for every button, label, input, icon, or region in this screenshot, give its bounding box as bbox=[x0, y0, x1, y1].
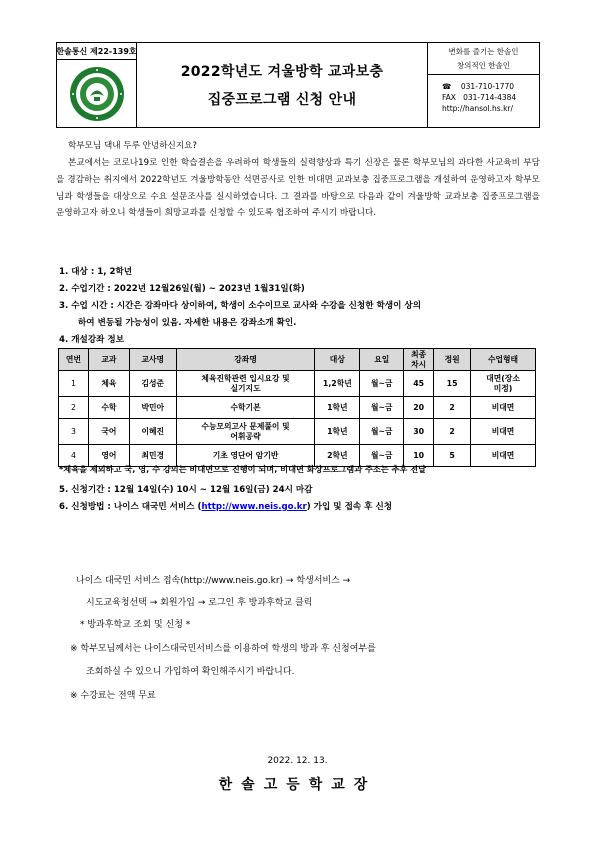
table-cell: 2 bbox=[59, 397, 89, 419]
letterhead-left bbox=[57, 43, 137, 127]
fax-number: 031-714-4384 bbox=[463, 93, 517, 102]
motto-line-1: 변화를 즐기는 한솔인 bbox=[448, 47, 519, 56]
item-period: 2. 수업기간 : 2022년 12월26일(월) ~ 2023년 1월31일(화) bbox=[59, 284, 305, 294]
column-header-label: 정원 bbox=[444, 354, 460, 364]
table-cell: 이혜진 bbox=[129, 419, 176, 445]
table-cell: 1학년 bbox=[315, 419, 360, 445]
table-cell: 4 bbox=[59, 445, 89, 467]
table-cell: 월~금 bbox=[360, 445, 404, 467]
table-cell: 수학 bbox=[88, 397, 129, 419]
guide-line-1: 나이스 대국민 서비스 접속(http://www.neis.go.kr) → 학생서비스 → bbox=[76, 576, 351, 586]
table-header-row bbox=[59, 349, 536, 371]
table-cell: 2학년 bbox=[315, 445, 360, 467]
item-time-cont: 하여 변동될 가능성이 있음. 자세한 내용은 강좌소개 확인. bbox=[78, 318, 297, 328]
col-header-capacity bbox=[434, 349, 471, 371]
table-cell: 영어 bbox=[88, 445, 129, 467]
table-cell: 1 bbox=[59, 371, 89, 397]
table-note: *체육을 제외하고 국, 영, 수 강의는 비대면으로 진행이 되며, 비대면 화상프로그램과 주소는 추후 전달 bbox=[59, 464, 427, 474]
table-cell: 최민경 bbox=[129, 445, 176, 467]
item-apply-method bbox=[59, 500, 392, 512]
table-cell: 월~금 bbox=[360, 397, 404, 419]
table-cell: 2 bbox=[434, 419, 471, 445]
item-time: 3. 수업 시간 : 시간은 강좌마다 상이하여, 학생이 소수이므로 교사와 수강을 신청한 학생이 상의 bbox=[59, 301, 421, 311]
table-cell: 20 bbox=[404, 397, 434, 419]
item-apply-period: 5. 신청기간 : 12월 14일(수) 10시 ~ 12월 16일(금) 24시 마감 bbox=[59, 485, 313, 495]
column-header-label: 최종 차시 bbox=[411, 349, 427, 369]
column-header-label: 요일 bbox=[374, 354, 390, 364]
table-cell: 기초 영단어 암기반 bbox=[176, 445, 315, 467]
greeting: 학부모님 댁내 두루 안녕하신지요? bbox=[68, 141, 197, 151]
intro-paragraph: 본교에서는 코로나19로 인한 학습결손을 우려하여 학생들의 실력향상과 특기 신장은 물론 학부모님의 과다한 사교육비 부담을 경감하는 취지에서 2022학년도 겨울방학동안 석면공사로 인한 비대면 교과보충 집중프로그램을 개설하여 운영하고자 학부모님과 학생들을 대상으로 수요 설문조사를 실시하였습니다. 그 결과를 바탕으로 다음과 같이 겨울방학 교과보충 집중프로그램을 운영하고자 하오니 학생들이 희망교과를 신청할 수 있도록 협조하여 주시기 바랍니다. bbox=[56, 158, 540, 219]
table-cell: 5 bbox=[434, 445, 471, 467]
column-header-label: 수업형태 bbox=[487, 354, 519, 364]
table-cell: 비대면 bbox=[471, 397, 536, 419]
apply-method-prefix: 6. 신청방법 : 나이스 대국민 서비스 ( bbox=[59, 502, 202, 512]
table-cell: 대면(장소 미정) bbox=[471, 371, 536, 397]
guide-line-6: ※ 수강료는 전액 무료 bbox=[70, 691, 156, 701]
guide-line-3: * 방과후학교 조회 및 신청 * bbox=[80, 620, 191, 630]
table-cell: 비대면 bbox=[471, 445, 536, 467]
guide-line-4: ※ 학부모님께서는 나이스대국민서비스를 이용하여 학생의 방과 후 신청여부를 bbox=[70, 644, 376, 654]
col-header-target bbox=[315, 349, 360, 371]
item-courses-heading: 4. 개설강좌 정보 bbox=[59, 335, 125, 345]
phone-number: 031-710-1770 bbox=[460, 82, 515, 91]
table-cell: 수능모의고사 문제풀이 및 어휘공략 bbox=[176, 419, 315, 445]
neis-link[interactable]: http://www.neis.go.kr bbox=[201, 502, 307, 512]
table-cell: 수학기본 bbox=[176, 397, 315, 419]
col-header-mode bbox=[471, 349, 536, 371]
table-row bbox=[59, 371, 536, 397]
letter-title bbox=[137, 43, 427, 127]
guide-line-5: 조회하실 수 있으니 가입하여 확인해주시기 바랍니다. bbox=[86, 667, 295, 677]
col-header-sessions bbox=[404, 349, 434, 371]
column-header-label: 교사명 bbox=[141, 354, 165, 364]
title-line-1: 2022학년도 겨울방학 교과보충 bbox=[180, 64, 384, 80]
col-header-teacher bbox=[129, 349, 176, 371]
apply-method-suffix: ) 가입 및 접속 후 신청 bbox=[306, 502, 393, 512]
column-header-label: 교과 bbox=[101, 354, 117, 364]
table-cell: 1,2학년 bbox=[315, 371, 360, 397]
column-header-label: 강좌명 bbox=[234, 354, 257, 364]
principal-signature: 한솔고등학교장 bbox=[218, 777, 377, 793]
table-row bbox=[59, 397, 536, 419]
school-motto bbox=[428, 43, 539, 75]
table-cell: 2 bbox=[434, 397, 471, 419]
col-header-subject bbox=[88, 349, 129, 371]
table-cell: 국어 bbox=[88, 419, 129, 445]
table-cell: 비대면 bbox=[471, 419, 536, 445]
column-header-label: 대상 bbox=[329, 354, 345, 364]
column-header-label: 연번 bbox=[65, 354, 81, 364]
school-emblem-icon bbox=[68, 65, 126, 123]
table-cell: 1학년 bbox=[315, 397, 360, 419]
letterhead-right bbox=[427, 43, 539, 127]
col-header-no bbox=[59, 349, 89, 371]
issue-date: 2022. 12. 13. bbox=[267, 756, 328, 766]
table-cell: 월~금 bbox=[360, 419, 404, 445]
table-cell: 김성준 bbox=[129, 371, 176, 397]
table-cell: 30 bbox=[404, 419, 434, 445]
motto-line-2: 창의적인 한솔인 bbox=[456, 61, 511, 70]
fax-label: FAX bbox=[442, 93, 456, 102]
table-cell: 체육진학관련 입시요강 및 실기지도 bbox=[176, 371, 315, 397]
guide-line-2: 시도교육청선택 → 회원가입 → 로그인 후 방과후학교 클릭 bbox=[86, 598, 313, 608]
letterhead bbox=[56, 42, 540, 128]
table-row bbox=[59, 419, 536, 445]
table-cell: 15 bbox=[434, 371, 471, 397]
school-website[interactable]: http://hansol.hs.kr/ bbox=[442, 104, 514, 113]
col-header-course bbox=[176, 349, 315, 371]
issue-number: 한솔통신 제22-139호 bbox=[57, 43, 136, 60]
table-cell: 45 bbox=[404, 371, 434, 397]
item-target: 1. 대상 : 1, 2학년 bbox=[59, 267, 133, 277]
phone-icon: ☎ bbox=[442, 82, 452, 91]
title-line-2: 집중프로그램 신청 안내 bbox=[207, 92, 357, 108]
table-cell: 체육 bbox=[88, 371, 129, 397]
school-logo bbox=[57, 60, 136, 127]
courses-table bbox=[58, 348, 536, 467]
contact-info bbox=[428, 75, 539, 127]
table-cell: 박민아 bbox=[129, 397, 176, 419]
table-cell: 월~금 bbox=[360, 371, 404, 397]
table-cell: 3 bbox=[59, 419, 89, 445]
col-header-days bbox=[360, 349, 404, 371]
table-cell: 10 bbox=[404, 445, 434, 467]
